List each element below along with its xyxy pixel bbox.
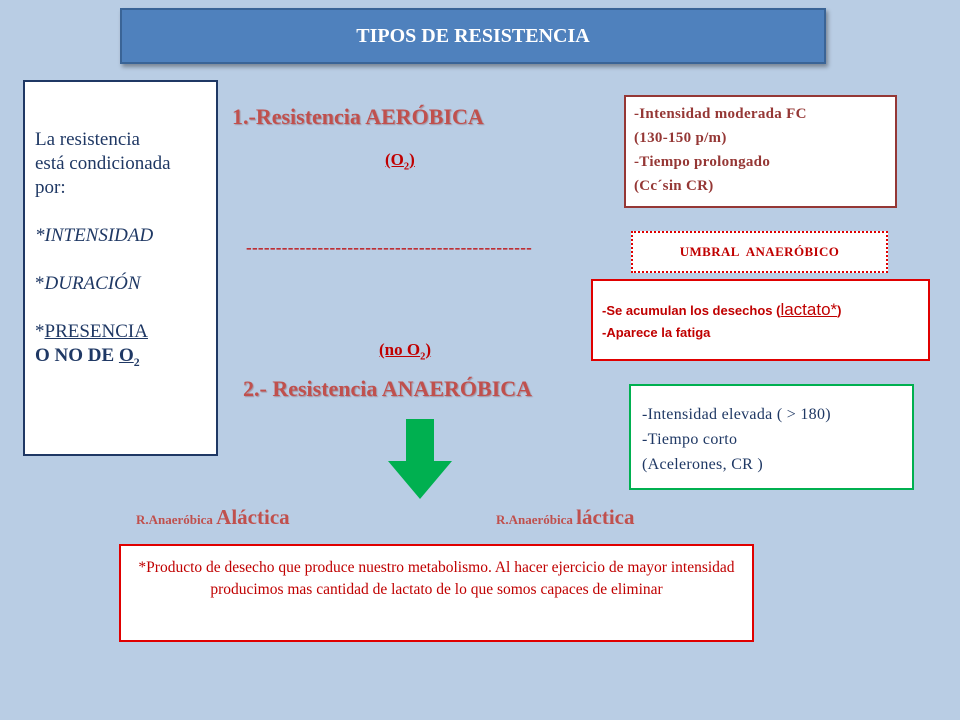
- conditions-intro-line-3: por:: [35, 177, 66, 198]
- lactate-note-box: [119, 544, 754, 642]
- lactate-note-text: *Producto de desecho que produce nuestro metabolismo. Al hacer ejercicio de mayor intensidad producimos mas cantidad de lactato de lo que somos capaces de eliminar: [138, 559, 735, 598]
- condition-o2-subscript: 2: [133, 355, 140, 369]
- condition-presence-line-2: [35, 344, 210, 368]
- page-title: TIPOS DE RESISTENCIA: [356, 24, 590, 47]
- condition-o2-symbol: O: [118, 345, 134, 366]
- alactic-prefix: R.Anaeróbica: [136, 512, 217, 527]
- anaerobic-feature-3: (Acelerones, CR ): [642, 456, 764, 473]
- aerobic-oxygen-close: ): [409, 150, 415, 169]
- alactic-label: [136, 505, 290, 530]
- fatigue-line-2: -Aparece la fatiga: [602, 325, 711, 340]
- condition-presence-star: *: [35, 321, 45, 342]
- aerobic-feature-2: (130-150 p/m): [634, 130, 727, 146]
- fatigue-line-1: [602, 299, 920, 322]
- aerobic-feature-1: -Intensidad moderada FC: [634, 106, 807, 122]
- aerobic-features-box: [624, 95, 897, 208]
- condition-presence-prefix: O NO DE: [35, 345, 119, 366]
- condition-presence-label: PRESENCIA: [44, 321, 148, 342]
- condition-presence: [35, 320, 210, 344]
- anaerobic-oxygen-label: [379, 340, 432, 363]
- aerobic-oxygen-label: [385, 150, 415, 173]
- lactic-name: láctica: [576, 505, 635, 529]
- aerobic-feature-4: (Cc´sin CR): [634, 178, 714, 194]
- condition-intensity: *INTENSIDAD: [35, 225, 154, 246]
- title-bar: [120, 8, 826, 64]
- conditions-box: [23, 80, 218, 456]
- aerobic-oxygen-open: (O: [385, 150, 404, 169]
- fatigue-lactate: lactato*: [780, 300, 838, 319]
- down-arrow-icon: [388, 419, 452, 499]
- fatigue-box: [591, 279, 930, 361]
- anaerobic-oxygen-close: ): [425, 340, 432, 359]
- condition-duration-label: DURACIÓN: [44, 273, 141, 294]
- fatigue-line-1-suffix: ): [837, 303, 842, 318]
- threshold-label: UMBRAL ANAERÓBICO: [679, 244, 840, 259]
- threshold-dashed-line: ------------------------------------------------: [246, 238, 533, 257]
- lactic-prefix: R.Anaeróbica: [496, 512, 577, 527]
- aerobic-feature-3: -Tiempo prolongado: [634, 154, 771, 170]
- condition-o2: [118, 345, 140, 369]
- threshold-box: [631, 231, 888, 273]
- condition-duration: [35, 272, 210, 296]
- conditions-intro-line-2: está condicionada: [35, 153, 171, 174]
- condition-duration-star: *: [35, 273, 45, 294]
- conditions-intro-line-1: La resistencia: [35, 129, 140, 150]
- anaerobic-features-box: [629, 384, 914, 490]
- anaerobic-feature-1: -Intensidad elevada ( > 180): [642, 406, 831, 423]
- alactic-name: Aláctica: [216, 505, 290, 529]
- fatigue-line-1-prefix: -Se acumulan los desechos (: [602, 303, 781, 318]
- anaerobic-heading: 2.- Resistencia ANAERÓBICA: [243, 376, 533, 401]
- anaerobic-feature-2: -Tiempo corto: [642, 431, 738, 448]
- aerobic-oxygen-sub: 2: [403, 161, 410, 173]
- anaerobic-oxygen-open: (no O: [379, 340, 421, 359]
- anaerobic-oxygen-sub: 2: [420, 351, 426, 363]
- lactic-label: [496, 505, 634, 530]
- aerobic-heading: 1.-Resistencia AERÓBICA: [232, 104, 484, 129]
